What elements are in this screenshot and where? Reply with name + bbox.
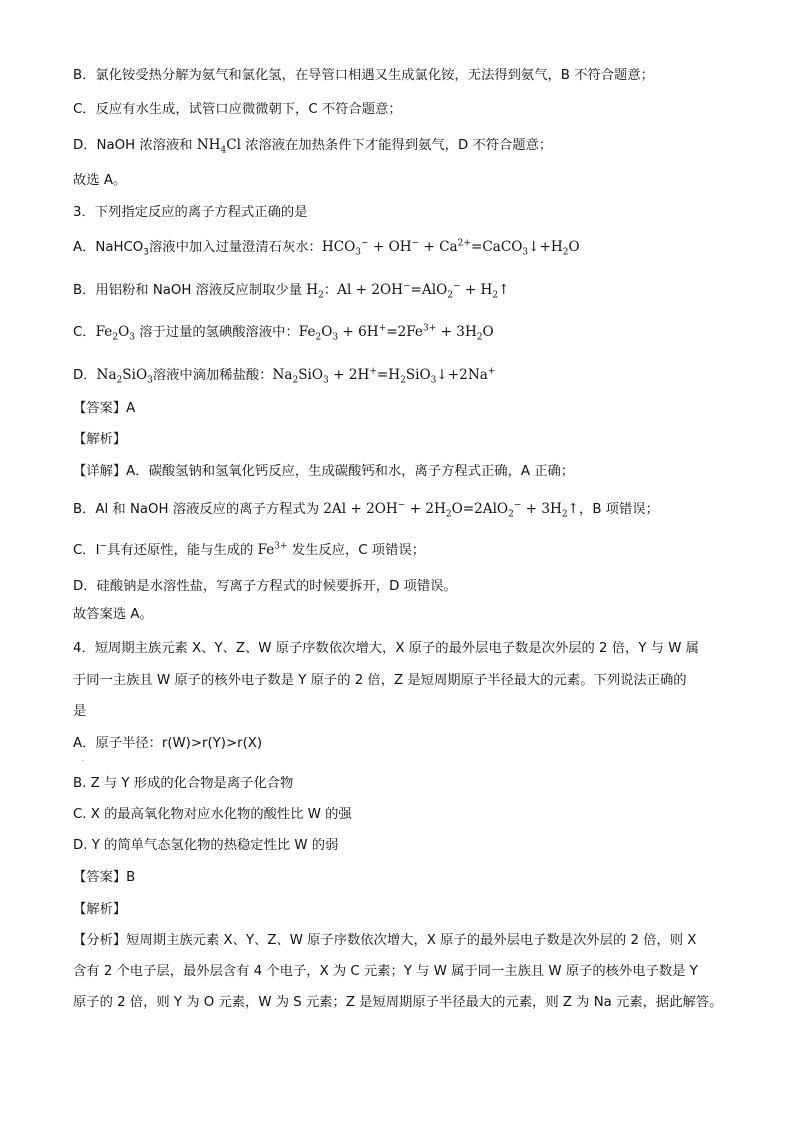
option-b-explanation: B．氯化铵受热分解为氨气和氯化氢，在导管口相遇又生成氯化铵，无法得到氨气，B 不符合题意； (73, 68, 654, 83)
analysis-line-3: 原子的 2 倍，则 Y 为 O 元素，W 为 S 元素；Z 是短周期原子半径最大的元素，则 Z 为 Na 元素，据此解答。 (73, 995, 723, 1010)
formula-na2sio3: $Na_2SiO_3$ (96, 367, 153, 386)
question-4-option-b: B. Z 与 Y 形成的化合物是离子化合物 (73, 776, 294, 791)
text-segment: A．NaHCO (73, 240, 144, 255)
stray-dot: · (82, 758, 84, 765)
question-4-option-d: D. Y 的简单气态氢化物的热稳定性比 W 的弱 (73, 838, 339, 853)
formula-fe3plus: $Fe^{3+}$ (257, 541, 288, 558)
formula-fe2o3: $Fe_2O_3$ (95, 324, 135, 343)
text-segment: 溶液中滴加稀盐酸： (152, 368, 273, 383)
question-3-option-b: B．用铝粉和 NaOH 溶液反应制取少量 $H_2$：$Al + 2OH^-=AlO_2^- + H_2↑$ (73, 281, 510, 301)
detail-conclusion: 故答案选 A。 (73, 607, 153, 622)
analysis-label: 【解析】 (73, 902, 127, 917)
option-d-explanation (73, 136, 552, 155)
equation-d: $Na_2SiO_3$ + $2H^+=H_2SiO_3↓+2Na^+$ (272, 366, 496, 386)
option-c-explanation: C．反应有水生成，试管口应微微朝下，C 不符合题意； (73, 102, 402, 117)
question-3-stem: 3．下列指定反应的离子方程式正确的是 (73, 205, 308, 220)
question-3-option-a: A．NaHCO$_3$溶液中加入过量澄清石灰水：$HCO_3^- + OH^-$ + $Ca^{2+}=CaCO_3↓+H_2O$ (73, 238, 580, 258)
text-segment: B．用铝粉和 NaOH 溶液反应制取少量 (73, 283, 307, 298)
text-segment: 溶液中加入过量澄清石灰水： (148, 240, 322, 255)
analysis-label: 【解析】 (73, 432, 127, 447)
equation-al-naoh: $2Al + 2OH^- + 2H_2O=2AlO_2^-$ + $3H_2↑$ (323, 500, 580, 520)
question-4-option-c: C. X 的最高氧化物对应水化物的酸性比 W 的强 (73, 807, 352, 822)
question-4-stem-3: 是 (73, 704, 87, 719)
text-segment: 溶于过量的氢碘酸溶液中： (139, 325, 299, 340)
analysis-line-2: 含有 2 个电子层，最外层含有 4 个电子，X 为 C 元素；Y 与 W 属于同一主族且 W 原子的核外电子数是 Y (73, 964, 698, 979)
text-segment: 发生反应，C 项错误； (291, 543, 425, 558)
text-segment: D．NaOH 浓溶液和 (73, 138, 197, 153)
formula-h2: $H_2$ (306, 282, 324, 301)
answer-label: 【答案】A (73, 401, 136, 416)
equation-b: $Al + 2OH^-=AlO_2^- + H_2↑$ (337, 281, 510, 301)
equation-c: $Fe_2O_3 + 6H^+=2Fe^{3+} + 3H_2O$ (298, 323, 494, 343)
text-segment: 浓溶液在加热条件下才能得到氨气，D 不符合题意； (245, 138, 553, 153)
answer-label: 【答案】B (73, 870, 136, 885)
detail-line-1: 【详解】A．碳酸氢钠和氢氧化钙反应，生成碳酸钙和水，离子方程式正确，A 正确； (73, 464, 575, 479)
detail-line-3: C．I−具有还原性，能与生成的 $Fe^{3+}$ 发生反应，C 项错误； (73, 541, 425, 558)
equation-a: $HCO_3^- + OH^-$ + $Ca^{2+}=CaCO_3↓+H_2O$ (321, 238, 580, 258)
text-segment: C．I (73, 543, 100, 558)
question-3-option-d: D．$Na_2SiO_3$溶液中滴加稀盐酸：$Na_2SiO_3$ + $2H^+=H_2SiO_3↓+2Na^+$ (73, 366, 496, 386)
question-4-stem-1: 4．短周期主族元素 X、Y、Z、W 原子序数依次增大，X 原子的最外层电子数是次外层的 2 倍，Y 与 W 属 (73, 641, 699, 656)
text-segment: ，B 项错误； (579, 502, 659, 517)
conclusion-text: 故选 A。 (73, 173, 127, 188)
question-3-option-c: C．$Fe_2O_3$ 溶于过量的氢碘酸溶液中：$Fe_2O_3 + 6H^+=2Fe^{3+} + 3H_2O$ (73, 323, 494, 343)
question-4-stem-2: 于同一主族且 W 原子的核外电子数是 Y 原子的 2 倍，Z 是短周期原子半径最大的元素。下列说法正确的 (73, 673, 687, 688)
detail-line-4: D．硅酸钠是水溶性盐，写离子方程式的时候要拆开，D 项错误。 (73, 579, 457, 594)
detail-line-2 (73, 500, 659, 519)
question-4-option-a: A．原子半径：r(W)>r(Y)>r(X) (73, 736, 263, 751)
text-segment: 具有还原性，能与生成的 (107, 543, 258, 558)
analysis-line-1: 【分析】短周期主族元素 X、Y、Z、W 原子序数依次增大，X 原子的最外层电子数是次外层的 2 倍，则 X (73, 933, 697, 948)
text-segment: B．Al 和 NaOH 溶液反应的离子方程式为 (73, 502, 324, 517)
formula-nh4cl: $NH_4Cl$ (196, 137, 241, 156)
